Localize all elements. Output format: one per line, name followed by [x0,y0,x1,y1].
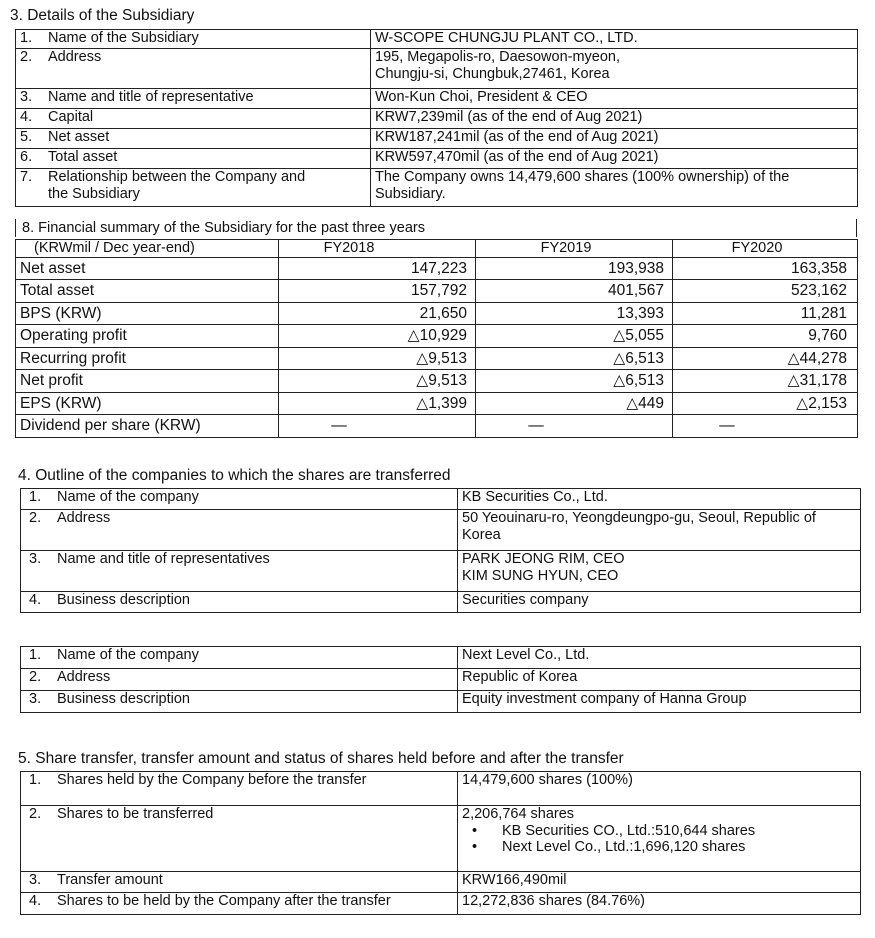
detail-label-cell [16,109,371,129]
financial-row-label: EPS (KRW) [16,392,279,415]
financial-value: 147,223 [279,257,476,280]
info-label-cell [21,691,458,713]
financial-row-label: Total asset [16,280,279,303]
year-header: FY2019 [476,240,673,258]
detail-row [16,129,858,149]
info-label: Shares to be held by the Company after the transfer [57,893,391,909]
detail-value-cell [371,49,858,89]
financial-value: — [279,415,476,438]
row-number: 2. [20,49,33,65]
row-number: 3. [20,89,33,105]
financial-row [16,325,858,348]
row-number: 4. [29,893,42,909]
info-value-cell [458,510,861,551]
info-row [21,806,861,872]
detail-label-cell [16,169,371,207]
info-label-cell [21,592,458,613]
financial-value: △44,278 [673,347,858,370]
financial-row [16,347,858,370]
detail-row [16,169,858,207]
financial-row [16,392,858,415]
bullet-item [462,839,856,856]
detail-label-cell [16,49,371,89]
financial-summary-table [15,239,858,438]
info-value: KB Securities Co., Ltd. [462,489,608,505]
detail-label-cell [16,89,371,109]
row-number: 4. [20,109,33,125]
bullet-icon: • [472,839,478,856]
financial-row-label: Dividend per share (KRW) [16,415,279,438]
bullet-text: KB Securities CO., Ltd.:510,644 shares [502,822,756,839]
financial-value: △6,513 [476,370,673,393]
info-value: KRW166,490mil [462,872,567,888]
detail-value-cell [371,109,858,129]
row-number: 2. [29,510,42,526]
row-number: 1. [29,772,42,788]
info-row [21,551,861,592]
financial-value: 523,162 [673,280,858,303]
detail-value: Subsidiary. [375,185,446,202]
info-label: Business description [57,691,190,707]
info-value-cell [458,647,861,669]
detail-value-cell [371,129,858,149]
row-number: 3. [29,872,42,888]
info-row [21,893,861,915]
detail-value-cell [371,169,858,207]
detail-value-cell [371,149,858,169]
info-row [21,647,861,669]
detail-label: Total asset [48,149,118,165]
detail-row [16,149,858,169]
financial-value: — [673,415,858,438]
info-value-cell [458,489,861,510]
financial-value: 21,650 [279,302,476,325]
info-label: Name and title of representatives [57,551,270,567]
financial-value: △2,153 [673,392,858,415]
detail-value: KRW187,241mil (as of the end of Aug 2021) [375,129,659,145]
bullet-icon: • [472,822,478,839]
financial-value: △9,513 [279,370,476,393]
detail-row [16,49,858,89]
info-label-cell [21,489,458,510]
info-row [21,772,861,806]
financial-summary-title: 8. Financial summary of the Subsidiary for the past three years [15,219,857,237]
detail-label: Address [48,49,102,65]
financial-value: 163,358 [673,257,858,280]
row-number: 2. [29,806,42,822]
share-transfer-table [20,771,861,915]
detail-value: KRW597,470mil (as of the end of Aug 2021) [375,149,659,165]
financial-value: 193,938 [476,257,673,280]
detail-label: Net asset [48,129,110,145]
info-value: Securities company [462,592,589,608]
info-value-cell [458,669,861,691]
info-label-cell [21,772,458,806]
info-value: PARK JEONG RIM, CEO [462,551,625,567]
info-row [21,592,861,613]
info-value: 14,479,600 shares (100%) [462,772,633,788]
financial-value: — [476,415,673,438]
company-b-table [20,646,861,713]
detail-label: Name of the Subsidiary [48,30,199,46]
info-value-cell [458,592,861,613]
financial-value: 13,393 [476,302,673,325]
financial-row [16,280,858,303]
info-value: 50 Yeouinaru-ro, Yeongdeungpo-gu, Seoul, Republic of [462,510,816,526]
detail-value-cell [371,30,858,49]
financial-row [16,415,858,438]
row-number: 2. [29,669,42,685]
detail-label-cell [16,30,371,49]
row-number: 6. [20,149,33,165]
unit-label: (KRWmil / Dec year-end) [16,240,279,258]
detail-value: W-SCOPE CHUNGJU PLANT CO., LTD. [375,30,638,46]
info-value: 12,272,836 shares (84.76%) [462,893,645,909]
info-label: Name of the company [57,647,199,663]
info-row [21,872,861,893]
bullet-text: Next Level Co., Ltd.:1,696,120 shares [502,839,746,856]
financial-summary [15,219,857,237]
financial-value: △10,929 [279,325,476,348]
info-row [21,489,861,510]
financial-value: 157,792 [279,280,476,303]
financial-row-label: Operating profit [16,325,279,348]
info-row [21,510,861,551]
info-label: Address [57,669,111,685]
info-value-cell [458,551,861,592]
financial-row-label: BPS (KRW) [16,302,279,325]
info-label-cell [21,647,458,669]
row-number: 3. [29,551,42,567]
detail-label: Name and title of representative [48,89,254,105]
info-row [21,669,861,691]
info-value: Next Level Co., Ltd. [462,647,590,663]
info-label-cell [21,872,458,893]
year-header: FY2018 [279,240,476,258]
financial-value: △6,513 [476,347,673,370]
info-value-cell [458,691,861,713]
info-value-cell [458,772,861,806]
detail-label: Relationship between the Company and [48,169,306,185]
info-label: Business description [57,592,190,608]
section-4-heading: 4. Outline of the companies to which the shares are transferred [18,467,451,484]
info-label: Shares to be transferred [57,806,214,822]
year-header: FY2020 [673,240,858,258]
company-a-table [20,488,861,613]
detail-label-cell [16,129,371,149]
financial-row-label: Recurring profit [16,347,279,370]
financial-value: △449 [476,392,673,415]
detail-value: Chungju-si, Chungbuk,27461, Korea [375,65,610,82]
row-number: 1. [20,30,33,46]
info-value: Korea [462,526,501,543]
row-number: 5. [20,129,33,145]
financial-value: △1,399 [279,392,476,415]
detail-label: Capital [48,109,94,125]
info-value-cell [458,872,861,893]
bullet-item [462,823,856,840]
info-label-cell [21,893,458,915]
info-value-cell [458,893,861,915]
detail-value: KRW7,239mil (as of the end of Aug 2021) [375,109,643,125]
info-row [21,691,861,713]
info-label: Address [57,510,111,526]
info-label-cell [21,669,458,691]
financial-row-label: Net profit [16,370,279,393]
financial-value: △31,178 [673,370,858,393]
row-number: 3. [29,691,42,707]
detail-value-cell [371,89,858,109]
financial-row [16,302,858,325]
info-label-cell [21,551,458,592]
row-number: 7. [20,169,33,185]
financial-row [16,370,858,393]
row-number: 1. [29,489,42,505]
financial-value: 401,567 [476,280,673,303]
financial-row-label: Net asset [16,257,279,280]
financial-value: 11,281 [673,302,858,325]
info-label: Name of the company [57,489,199,505]
info-label-cell [21,510,458,551]
row-number: 1. [29,647,42,663]
detail-row [16,109,858,129]
info-value: 2,206,764 shares [462,806,575,822]
section-3-heading: 3. Details of the Subsidiary [10,7,195,24]
info-value: KIM SUNG HYUN, CEO [462,567,619,584]
info-value: Equity investment company of Hanna Group [462,691,747,707]
info-label-cell [21,806,458,872]
detail-row [16,89,858,109]
detail-value: The Company owns 14,479,600 shares (100% ownership) of the [375,169,790,185]
financial-value: △5,055 [476,325,673,348]
info-label: Shares held by the Company before the transfer [57,772,367,788]
detail-label-cell [16,149,371,169]
detail-value: 195, Megapolis-ro, Daesowon-myeon, [375,49,621,65]
section-5-heading: 5. Share transfer, transfer amount and status of shares held before and after the transfer [18,750,624,767]
subsidiary-details-table [15,29,858,207]
detail-row [16,30,858,49]
row-number: 4. [29,592,42,608]
financial-value: 9,760 [673,325,858,348]
financial-row [16,257,858,280]
financial-value: △9,513 [279,347,476,370]
info-label: Transfer amount [57,872,163,888]
info-value-cell [458,806,861,872]
detail-label: the Subsidiary [48,185,140,202]
detail-value: Won-Kun Choi, President & CEO [375,89,588,105]
info-value: Republic of Korea [462,669,578,685]
